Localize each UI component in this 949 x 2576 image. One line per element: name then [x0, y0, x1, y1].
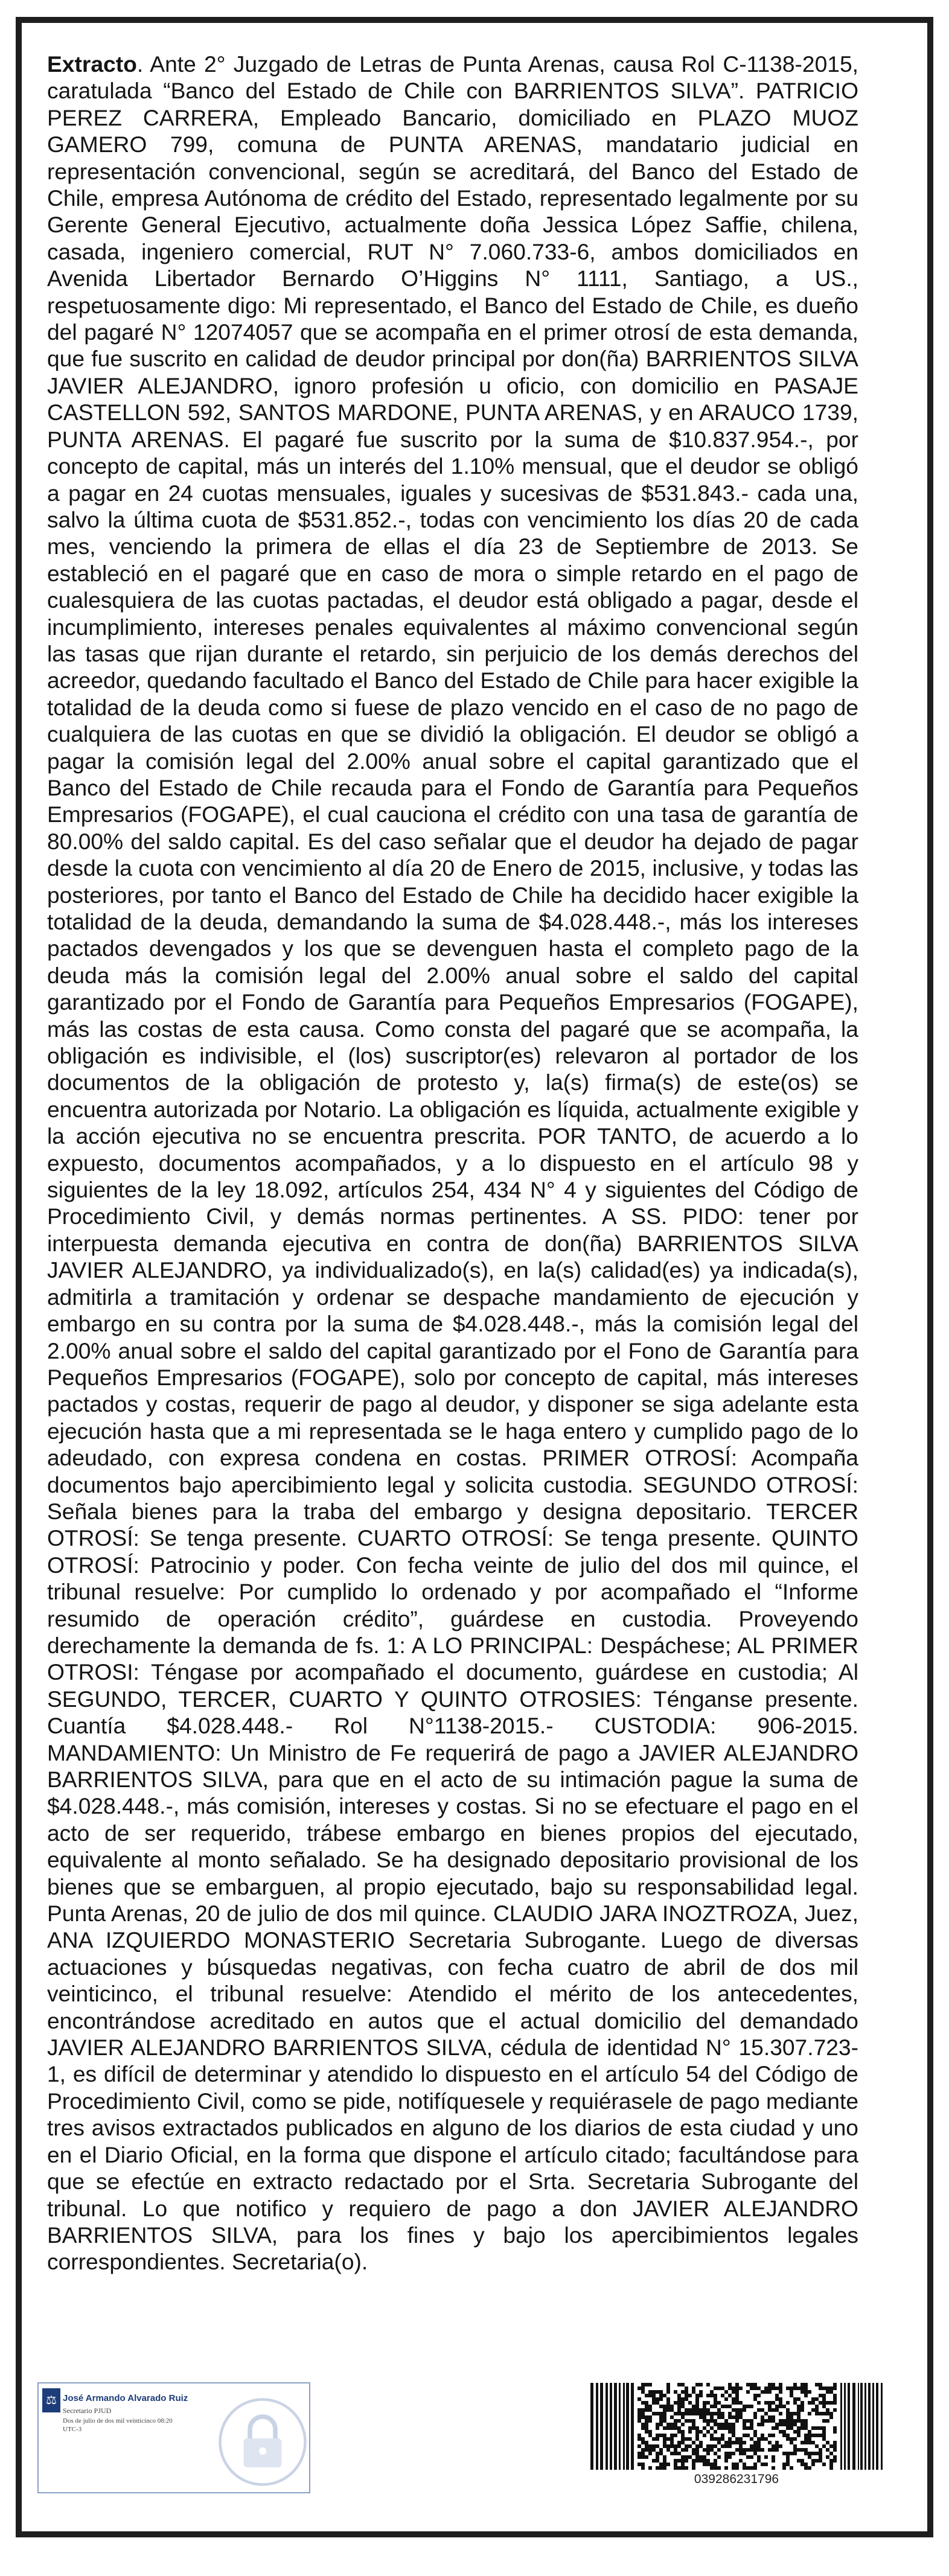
electronic-signature-box — [37, 2382, 310, 2493]
signer-name: José Armando Alvarado Ruiz — [63, 2393, 188, 2403]
signer-role: Secretario PJUD — [63, 2406, 112, 2415]
notice-lead-word: Extracto — [47, 51, 137, 77]
notice-paragraph: . Ante 2° Juzgado de Letras de Punta Arenas, causa Rol C-1138-2015, caratulada “Banco del Estado de Chile con BARRIENTOS SILVA”. PATRICIO PEREZ CARRERA, Empleado Bancario, domiciliado en PLAZO MUOZ GAMERO 799, comuna de PUNTA ARENAS, mandatario judicial en representación convencional, según se acreditará, del Banco del Estado de Chile, empresa Autónoma de crédito del Estado, representado legalmente por su Gerente General Ejecutivo, actualmente doña Jessica López Saffie, chilena, casada, ingeniero comercial, RUT N° 7.060.733-6, ambos domiciliados en Avenida Libertador Bernardo O’Higgins N° 1111, Santiago, a US., respetuosamente digo: Mi representado, el Banco del Estado de Chile, es dueño del pagaré N° 12074057 que se acompaña en el primer otrosí de esta demanda, que fue suscrito en calidad de deudor principal por don(ña) BARRIENTOS SILVA JAVIER ALEJANDRO, ignoro profesión u oficio, con domicilio en PASAJE CASTELLON 592, SANTOS MARDONE, PUNTA ARENAS, y en ARAUCO 1739, PUNTA ARENAS. El pagaré fue suscrito por la suma de $10.837.954.-, por concepto de capital, más un interés del 1.10% mensual, que el deudor se obligó a pagar en 24 cuotas mensuales, iguales y sucesivas de $531.843.- cada una, salvo la última cuota de $531.852.-, todas con vencimiento los días 20 de cada mes, venciendo la primera de ellas el día 23 de Septiembre de 2013. Se estableció en el pagaré que en caso de mora o simple retardo en el pago de cualesquiera de las cuotas pactadas, el deudor está obligado a pagar, desde el incumplimiento, intereses penales equivalentes al máximo convencional según las tasas que rijan durante el retardo, sin perjuicio de los demás derechos del acreedor, quedando facultado el Banco del Estado de Chile para hacer exigible la totalidad de la deuda como si fuese de plazo vencido en el caso de no pago de cualquiera de las cuotas en que se dividió la obligación. El deudor se obligó a pagar la comisión legal del 2.00% anual sobre el capital garantizado que el Banco del Estado de Chile recauda para el Fondo de Garantía para Pequeños Empresarios (FOGAPE), el cual cauciona el crédito con una tasa de garantía de 80.00% del saldo capital. Es del caso señalar que el deudor ha dejado de pagar desde la cuota con vencimiento al día 20 de Enero de 2015, inclusive, y todas las posteriores, por tanto el Banco del Estado de Chile ha decidido hacer exigible la totalidad de la deuda, demandando la suma de $4.028.448.-, más los intereses pactados devengados y los que se devenguen hasta el completo pago de la deuda más la comisión legal del 2.00% anual sobre el saldo del capital garantizado por el Fondo de Garantía para Pequeños Empresarios (FOGAPE), más las costas de esta causa. Como consta del pagaré que se acompaña, la obligación es indivisible, el (los) suscriptor(es) relevaron al portador de los documentos de la obligación de protesto y, la(s) firma(s) de este(os) se encuentra autorizada por Notario. La obligación es líquida, actualmente exigible y la acción ejecutiva no se encuentra prescrita. POR TANTO, de acuerdo a lo expuesto, documentos acompañados, y a lo dispuesto en el artículo 98 y siguientes de la ley 18.092, artículos 254, 434 N° 4 y siguientes del Código de Procedimiento Civil, y demás normas pertinentes. A SS. PIDO: tener por interpuesta demanda ejecutiva en contra de don(ña) BARRIENTOS SILVA JAVIER ALEJANDRO, ya individualizado(s), en la(s) calidad(es) ya indicada(s), admitirla a tramitación y ordenar se despache mandamiento de ejecución y embargo en su contra por la suma de $4.028.448.-, más la comisión legal del 2.00% anual sobre el saldo del capital garantizado por el Fono de Garantía para Pequeños Empresarios (FOGAPE), solo por concepto de capital, más intereses pactados y costas, requerir de pago al deudor, y disponer se siga adelante esta ejecución hasta que a mi representada se le haga entero y cumplido pago de lo adeudado, con expresa condena en costas. PRIMER OTROSÍ: Acompaña documentos bajo apercibimiento legal y solicita custodia. SEGUNDO OTROSÍ: Señala bienes para la traba del embargo y designa depositario. TERCER OTROSÍ: Se tenga presente. CUARTO OTROSÍ: Se tenga presente. QUINTO OTROSÍ: Patrocinio y poder. Con fecha veinte de julio del dos mil quince, el tribunal resuelve: Por cumplido lo ordenado y por acompañado el “Informe resumido de operación crédito”, guárdese en custodia. Proveyendo derechamente la demanda de fs. 1: A LO PRINCIPAL: Despáchese; AL PRIMER OTROSI: Téngase por acompañado el documento, guárdese en custodia; Al SEGUNDO, TERCER, CUARTO Y QUINTO OTROSIES: Ténganse presente. Cuantía $4.028.448.- Rol N°1138-2015.- CUSTODIA: 906-2015. MANDAMIENTO: Un Ministro de Fe requerirá de pago a JAVIER ALEJANDRO BARRIENTOS SILVA, para que en el acto de su intimación pague la suma de $4.028.448.-, más comisión, intereses y costas. Si no se efectuare el pago en el acto de ser requerido, trábese embargo en bienes propios del ejecutado, equivalente al monto señalado. Se ha designado depositario provisional de los bienes que se embarguen, al propio ejecutado, bajo su responsabilidad legal. Punta Arenas, 20 de julio de dos mil quince. CLAUDIO JARA INOZTROZA, Juez, ANA IZQUIERDO MONASTERIO Secretaria Subrogante. Luego de diversas actuaciones y búsquedas negativas, con fecha cuatro de abril de dos mil veinticinco, el tribunal resuelve: Atendido el mérito de los antecedentes, encontrándose acreditado en autos que el actual domicilio del demandado JAVIER ALEJANDRO BARRIENTOS SILVA, cédula de identidad N° 15.307.723-1, es difícil de determinar y atendido lo dispuesto en el artículo 54 del Código de Procedimiento Civil, como se pide, notifíquesele y requiérasele de pago mediante tres avisos extractados publicados en alguno de los diarios de esta ciudad y uno en el Diario Oficial, en la forma que dispone el artículo citado; facultándose para que se efectúe en extracto redactado por el Srta. Secretaria Subrogante del tribunal. Lo que notifico y requiero de pago a don JAVIER ALEJANDRO BARRIENTOS SILVA, para los fines y bajo los apercibimientos legales correspondientes. Secretaria(o). — [47, 51, 858, 2275]
barcode-number: 039286231796 — [694, 2472, 779, 2486]
lock-icon — [217, 2397, 308, 2487]
seal-icon: ⚖ — [42, 2388, 60, 2412]
barcode-image — [590, 2383, 883, 2470]
signature-date: Dos de julio de dos mil veinticinco 08:20 UTC-3 — [63, 2417, 173, 2433]
newspaper-masthead — [0, 0, 949, 10]
notice-body-text — [47, 51, 858, 2275]
